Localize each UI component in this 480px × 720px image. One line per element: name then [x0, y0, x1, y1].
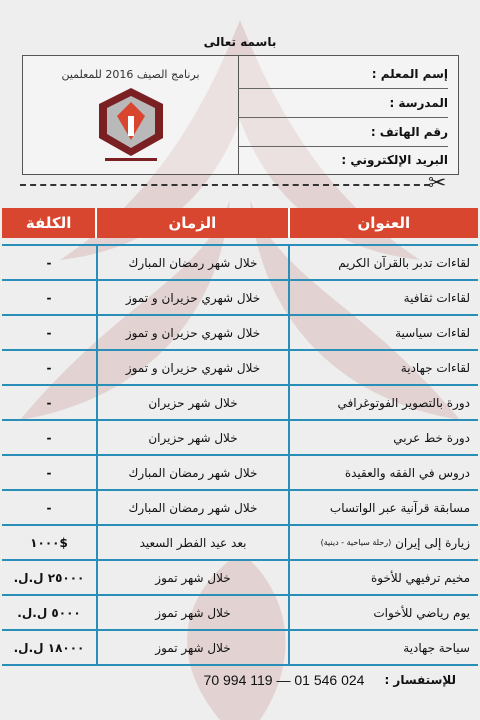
activity-cost: ١٨٠٠٠ ل.ل.: [13, 640, 85, 655]
scissors-icon: ✂: [428, 171, 447, 196]
activity-title: لقاءات جهادية: [288, 351, 478, 384]
activity-title-text: زيارة إلى إيران: [395, 535, 470, 550]
activity-cost: -: [46, 360, 52, 375]
contact-label: للإستفسار :: [384, 673, 456, 687]
cut-line: [20, 184, 430, 186]
basmala-heading: باسمه تعالى: [203, 35, 277, 49]
teacher-details-panel: [239, 56, 458, 174]
activity-time: خلال شهر تموز: [96, 631, 288, 664]
activity-title: لقاءات سياسية: [288, 316, 478, 349]
activity-cost: ٢٥٠٠٠ ل.ل.: [13, 570, 85, 585]
phone-field[interactable]: [238, 118, 448, 147]
activity-cost: $١٠٠٠: [30, 535, 68, 550]
activity-cost: -: [46, 500, 52, 515]
activity-title: لقاءات تدبر بالقرآن الكريم: [288, 246, 478, 279]
institution-logo: [95, 86, 167, 166]
activity-time: خلال شهر حزيران: [96, 386, 288, 419]
activity-title: [288, 526, 478, 559]
email-label: البريد الإلكتروني :: [341, 153, 448, 167]
activity-time: خلال شهري حزيران و تموز: [96, 281, 288, 314]
program-title: برنامج الصيف 2016 للمعلمين: [61, 68, 200, 81]
activity-cost: -: [46, 465, 52, 480]
activity-cost: -: [46, 325, 52, 340]
email-field[interactable]: [238, 146, 448, 174]
activity-time: خلال شهر رمضان المبارك: [96, 246, 288, 279]
table-row: [2, 491, 478, 526]
activity-title: مخيم ترفيهي للأخوة: [288, 561, 478, 594]
activity-title: سياحة جهادية: [288, 631, 478, 664]
activity-cost: -: [46, 255, 52, 270]
table-row: [2, 526, 478, 561]
registration-form: [22, 55, 459, 175]
table-row: [2, 316, 478, 351]
table-row: [2, 244, 478, 281]
activity-title: لقاءات ثقافية: [288, 281, 478, 314]
activity-cost: -: [46, 395, 52, 410]
activity-title-note: (رحلة سياحية - دينية): [320, 538, 392, 547]
activities-table: [2, 244, 478, 666]
activity-title: مسابقة قرآنية عبر الواتساب: [288, 491, 478, 524]
table-row: [2, 351, 478, 386]
activity-title: دروس في الفقه والعقيدة: [288, 456, 478, 489]
activity-time: خلال شهر تموز: [96, 561, 288, 594]
teacher-name-label: إسم المعلم :: [371, 67, 448, 81]
activity-title: دورة خط عربي: [288, 421, 478, 454]
table-row: [2, 386, 478, 421]
activity-time: خلال شهر تموز: [96, 596, 288, 629]
school-label: المدرسة :: [389, 96, 448, 110]
phone-label: رقم الهاتف :: [370, 125, 448, 139]
activity-time: خلال شهر حزيران: [96, 421, 288, 454]
header-title: العنوان: [288, 208, 478, 238]
activity-time: خلال شهر رمضان المبارك: [96, 456, 288, 489]
contact-info: [0, 668, 480, 692]
header-cost: الكلفة: [25, 214, 72, 232]
activity-title: دورة بالتصوير الفوتوغرافي: [288, 386, 478, 419]
header-time: الزمان: [95, 208, 287, 238]
activity-cost: ٥٠٠٠ ل.ل.: [17, 605, 81, 620]
table-row: [2, 596, 478, 631]
activity-cost: -: [46, 430, 52, 445]
program-panel: [23, 56, 239, 174]
table-row: [2, 281, 478, 316]
activity-title: يوم رياضي للأخوات: [288, 596, 478, 629]
table-row: [2, 631, 478, 666]
teacher-name-field[interactable]: [238, 60, 448, 89]
activity-time: خلال شهري حزيران و تموز: [96, 316, 288, 349]
table-row: [2, 561, 478, 596]
activity-time: بعد عيد الفطر السعيد: [96, 526, 288, 559]
table-row: [2, 421, 478, 456]
table-row: [2, 456, 478, 491]
activity-time: خلال شهري حزيران و تموز: [96, 351, 288, 384]
school-field[interactable]: [238, 89, 448, 118]
activity-cost: -: [46, 290, 52, 305]
activity-time: خلال شهر رمضان المبارك: [96, 491, 288, 524]
table-header: [2, 208, 478, 238]
contact-phones: 70 994 119 — 01 546 024: [203, 672, 365, 688]
